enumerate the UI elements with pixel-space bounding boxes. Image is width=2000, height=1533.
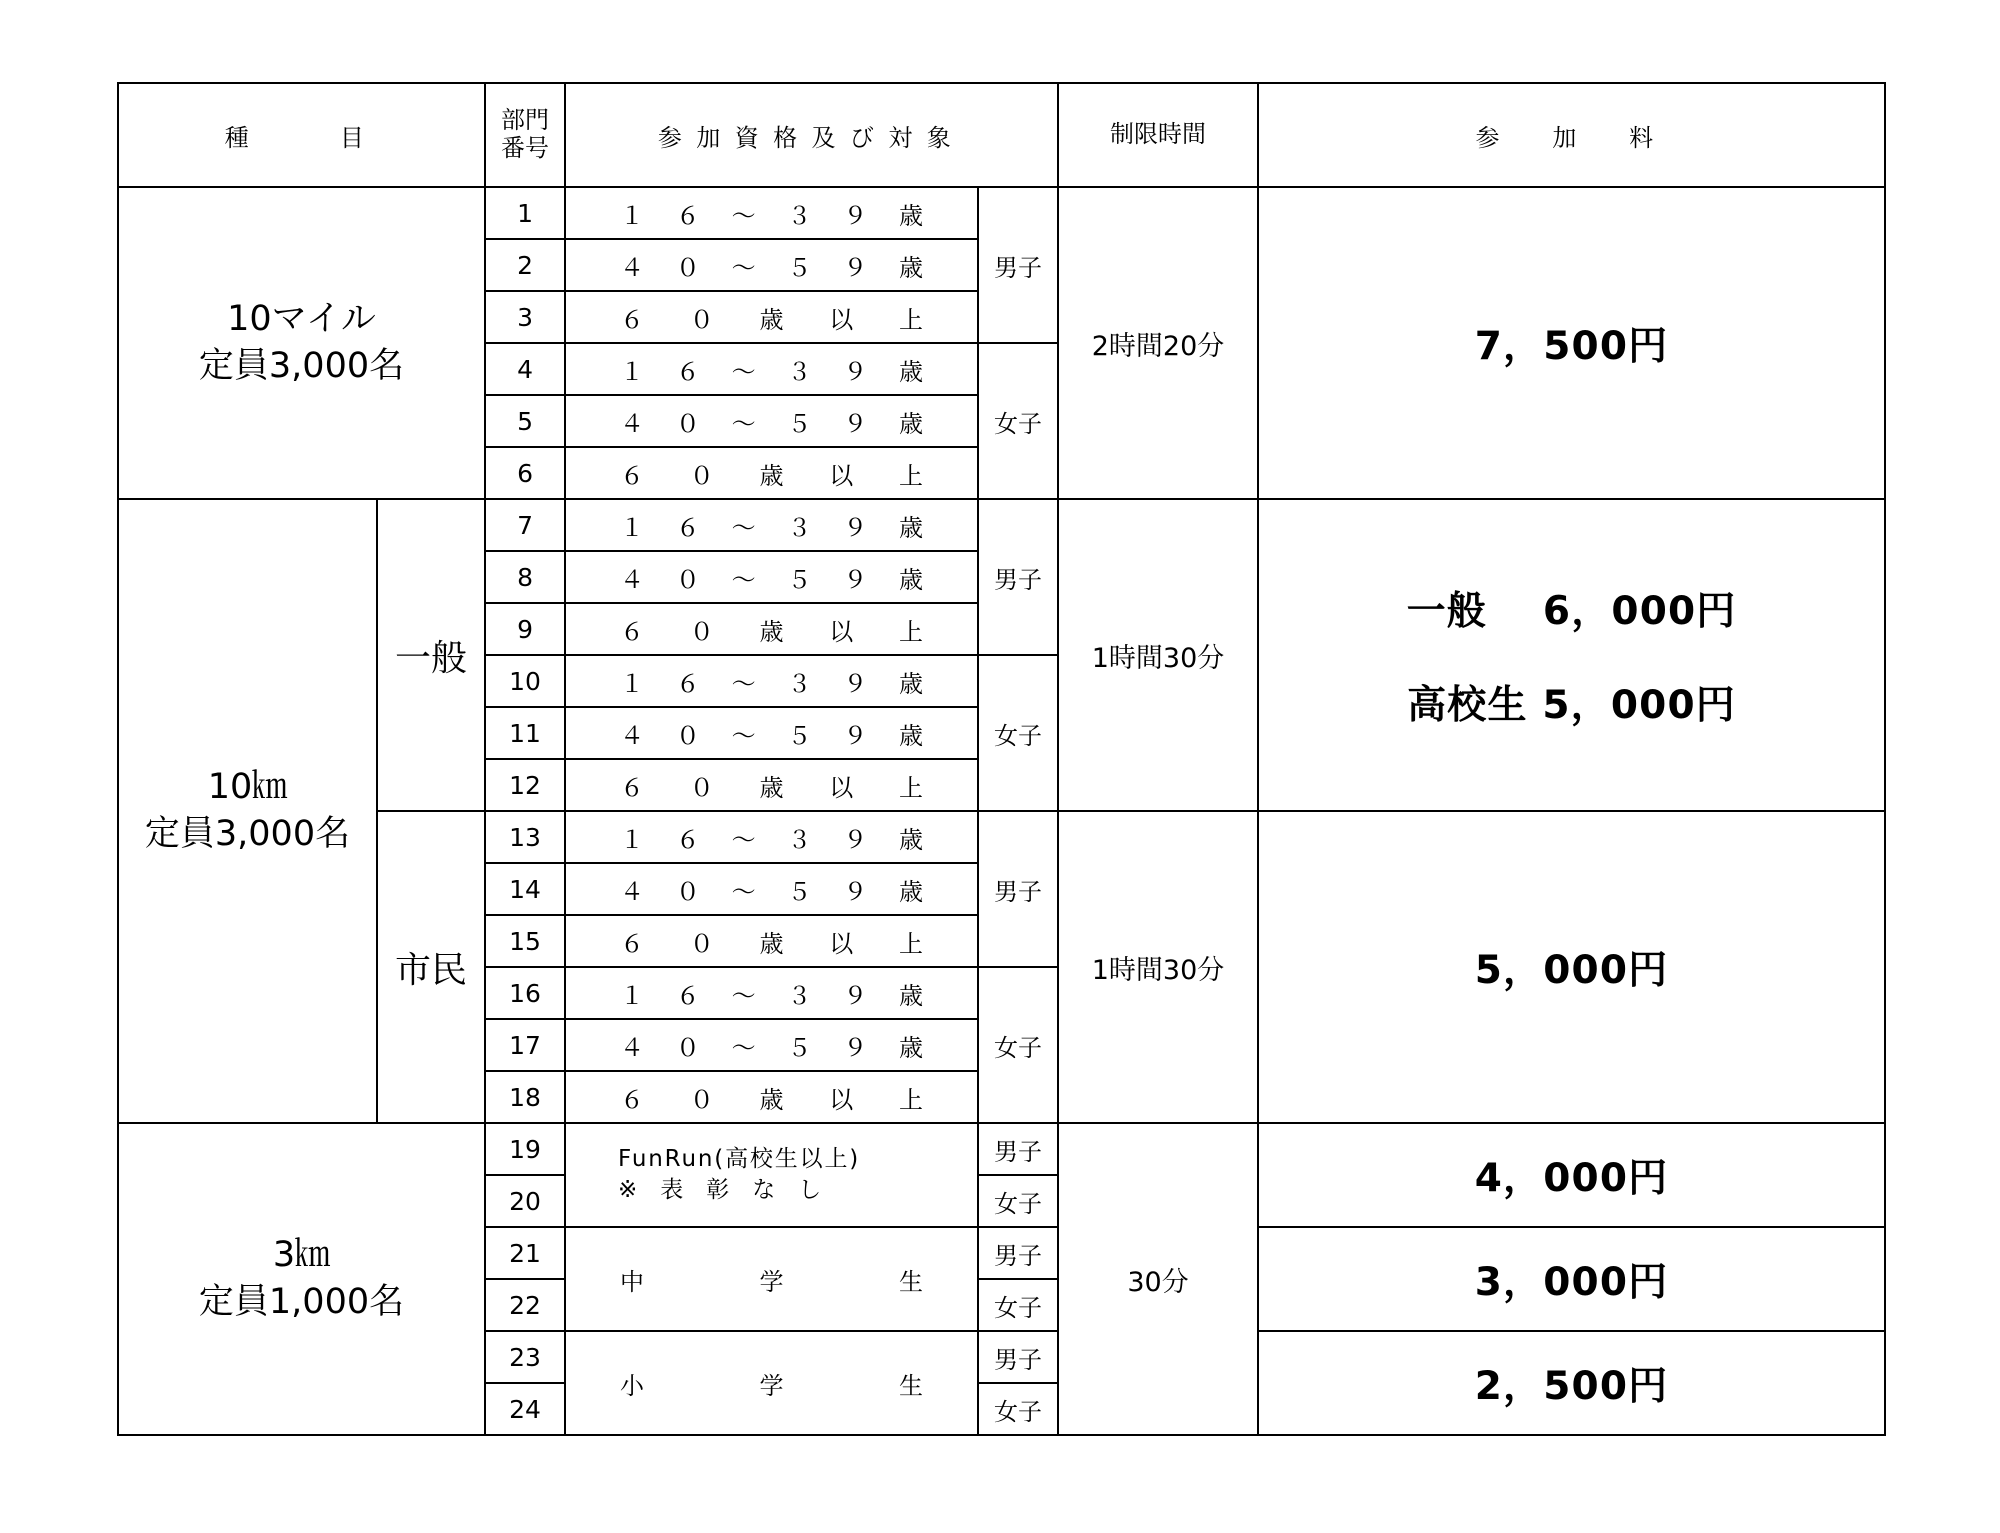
age-range-char: ５ [787,253,812,282]
age-range-char: ４ [620,721,645,750]
age-range-char: ５ [787,721,812,750]
age-range-char: ０ [675,409,700,438]
age-range-text [566,300,977,335]
age-range-char: ３ [787,201,812,230]
age-range-char: ６ [675,825,700,854]
age-range-char: ０ [675,721,700,750]
eligibility-char: 学 [759,1267,784,1296]
header-eligibility: 参加資格及び対象 [565,83,1058,187]
age-range-char: ６ [675,201,700,230]
age-range-char: ０ [689,773,714,802]
age-range-text [566,820,977,855]
age-range-char: ４ [620,409,645,438]
division-number: 10 [485,655,565,707]
age-range-text [566,456,977,491]
event-3km-capacity: 定員1,000名 [198,1282,405,1322]
division-number: 16 [485,967,565,1019]
header-fee: 参 加 料 [1258,83,1885,187]
time-limit-10km-citizen: 1時間30分 [1058,811,1258,1123]
event-10mile-capacity: 定員3,000名 [198,346,405,386]
age-range-40-59 [565,551,978,603]
age-range-char: ～ [731,357,756,386]
eligibility-char: 生 [899,1371,924,1400]
sex-female: 女子 [978,1279,1058,1331]
age-range-char: ～ [731,513,756,542]
fee-10km-general-line [1259,580,1884,636]
age-range-text [566,404,977,439]
age-range-char: ３ [787,825,812,854]
sex-female: 女子 [978,967,1058,1123]
time-limit-10mile: 2時間20分 [1058,187,1258,499]
division-number: 17 [485,1019,565,1071]
age-range-char: ５ [787,877,812,906]
age-range-char: ０ [689,305,714,334]
age-range-char: ０ [675,253,700,282]
fee-3km-funrun: 4，000円 [1258,1123,1885,1227]
division-number: 18 [485,1071,565,1123]
age-range-char: 歳 [899,253,923,282]
age-range-char: ～ [731,409,756,438]
age-range-char: 歳 [899,877,923,906]
sex-male: 男子 [978,1331,1058,1383]
age-range-60-plus [565,759,978,811]
division-number: 13 [485,811,565,863]
age-range-char: ０ [675,877,700,906]
age-range-text [566,664,977,699]
entry-table [117,82,1886,1436]
age-range-text [566,196,977,231]
age-range-40-59 [565,239,978,291]
age-range-char: ９ [843,721,868,750]
age-range-char: ９ [843,877,868,906]
age-range-char: ～ [731,825,756,854]
division-number: 5 [485,395,565,447]
division-number: 15 [485,915,565,967]
age-range-char: １ [620,669,645,698]
age-range-char: ６ [620,305,645,334]
fee-3km-junior-high: 3，000円 [1258,1227,1885,1331]
age-range-text [566,352,977,387]
age-range-char: ９ [843,357,868,386]
age-range-char: ３ [787,981,812,1010]
division-number: 14 [485,863,565,915]
division-number: 21 [485,1227,565,1279]
age-range-char: ５ [787,1033,812,1062]
age-range-char: ～ [731,565,756,594]
age-range-text [566,508,977,543]
age-range-char: ４ [620,877,645,906]
age-range-char: １ [620,981,645,1010]
age-range-char: 以 [829,773,854,802]
age-range-char: ９ [843,981,868,1010]
age-range-text [566,1028,977,1063]
age-range-text [566,1080,977,1115]
age-range-60-plus [565,603,978,655]
age-range-char: 歳 [759,773,784,802]
time-limit-3km: 30分 [1058,1123,1258,1435]
age-range-char: ９ [843,825,868,854]
age-range-char: 以 [829,929,854,958]
division-number: 2 [485,239,565,291]
sex-male: 男子 [978,1227,1058,1279]
age-range-char: 以 [829,1085,854,1114]
age-range-char: ９ [843,1033,868,1062]
division-number: 3 [485,291,565,343]
header-division [485,83,565,187]
age-range-char: 歳 [899,357,923,386]
division-number: 7 [485,499,565,551]
age-range-text [566,976,977,1011]
event-10km-name: 10㎞ [207,766,288,807]
age-range-16-39 [565,655,978,707]
sex-female: 女子 [978,655,1058,811]
age-range-char: １ [620,357,645,386]
age-range-text [566,716,977,751]
age-range-char: ６ [620,461,645,490]
header-event: 種 目 [118,83,485,187]
eligibility-char: 小 [620,1371,645,1400]
group-citizen: 市民 [377,811,485,1123]
event-10mile [118,187,485,499]
division-number: 6 [485,447,565,499]
age-range-char: ～ [731,721,756,750]
sex-female: 女子 [978,343,1058,499]
age-range-text [566,872,977,907]
age-range-char: ～ [731,253,756,282]
event-10km [118,499,377,1123]
age-range-char: ９ [843,201,868,230]
age-range-char: 歳 [899,513,923,542]
age-range-16-39 [565,343,978,395]
event-10mile-name: 10マイル [227,298,376,339]
sex-male: 男子 [978,499,1058,655]
age-range-char: ６ [620,617,645,646]
sex-male: 男子 [978,811,1058,967]
age-range-char: ６ [675,669,700,698]
fee-10km-general [1258,499,1885,811]
age-range-16-39 [565,499,978,551]
age-range-60-plus [565,915,978,967]
age-range-char: ０ [689,461,714,490]
age-range-char: ３ [787,669,812,698]
age-range-char: 歳 [759,305,784,334]
age-range-char: ９ [843,409,868,438]
age-range-char: ６ [620,929,645,958]
age-range-60-plus [565,447,978,499]
funrun-line2: ※ 表 彰 な し [618,1177,822,1203]
age-range-char: ～ [731,877,756,906]
age-range-char: 歳 [759,929,784,958]
fee-10km-citizen: 5，000円 [1258,811,1885,1123]
age-range-char: ６ [675,513,700,542]
division-number: 4 [485,343,565,395]
age-range-char: 以 [829,305,854,334]
age-range-char: ６ [675,981,700,1010]
fee-10km-general-value: 6，000円 [1542,589,1737,634]
age-range-char: 上 [899,305,924,334]
fee-10km-highschool: 高校生 5，000円 [1407,683,1736,728]
age-range-char: 上 [899,461,924,490]
division-number: 20 [485,1175,565,1227]
age-range-char: ４ [620,1033,645,1062]
age-range-char: 歳 [899,669,923,698]
age-range-char: ６ [620,1085,645,1114]
division-number: 1 [485,187,565,239]
fee-3km-elementary: 2，500円 [1258,1331,1885,1435]
sex-male: 男子 [978,1123,1058,1175]
sex-female: 女子 [978,1383,1058,1435]
age-range-char: ６ [620,773,645,802]
age-range-char: １ [620,513,645,542]
age-range-char: ９ [843,253,868,282]
sex-male: 男子 [978,187,1058,343]
age-range-char: 上 [899,617,924,646]
age-range-char: 歳 [899,721,923,750]
division-number: 9 [485,603,565,655]
eligibility-char: 中 [620,1267,645,1296]
age-range-char: 歳 [899,981,923,1010]
age-range-char: 歳 [759,617,784,646]
age-range-char: ３ [787,357,812,386]
age-range-char: ０ [689,1085,714,1114]
age-range-char: ０ [675,1033,700,1062]
event-3km [118,1123,485,1435]
fee-10km-general-label: 一般 [1406,589,1487,634]
age-range-text [566,612,977,647]
age-range-char: １ [620,825,645,854]
age-range-char: 歳 [759,461,784,490]
funrun-eligibility [565,1123,978,1227]
division-number: 12 [485,759,565,811]
age-range-char: ～ [731,201,756,230]
event-10km-capacity: 定員3,000名 [144,814,351,854]
age-range-char: ０ [689,929,714,958]
age-range-char: ３ [787,513,812,542]
age-range-16-39 [565,967,978,1019]
age-range-char: ４ [620,253,645,282]
eligibility-char: 生 [899,1267,924,1296]
division-number: 19 [485,1123,565,1175]
age-range-text [566,248,977,283]
age-range-char: １ [620,201,645,230]
age-range-16-39 [565,187,978,239]
age-range-char: 歳 [899,409,923,438]
age-range-char: ９ [843,513,868,542]
eligibility-text [566,1366,977,1401]
age-range-char: 上 [899,1085,924,1114]
age-range-16-39 [565,811,978,863]
age-range-text [566,768,977,803]
eligibility-text [566,1262,977,1297]
age-range-char: 歳 [899,825,923,854]
age-range-char: ０ [689,617,714,646]
age-range-char: 歳 [899,201,923,230]
header-division-line1: 部門 [501,106,550,135]
funrun-line1: FunRun(高校生以上) [618,1145,861,1172]
age-range-char: 歳 [759,1085,784,1114]
age-range-char: ～ [731,981,756,1010]
age-range-60-plus [565,1071,978,1123]
age-range-char: 以 [829,617,854,646]
sex-female: 女子 [978,1175,1058,1227]
age-range-text [566,560,977,595]
eligibility-elementary [565,1331,978,1435]
age-range-char: 歳 [899,1033,923,1062]
age-range-char: ５ [787,565,812,594]
age-range-text [566,924,977,959]
age-range-60-plus [565,291,978,343]
group-general: 一般 [377,499,485,811]
division-number: 24 [485,1383,565,1435]
division-number: 22 [485,1279,565,1331]
header-row [118,83,1885,187]
fee-10mile: 7，500円 [1258,187,1885,499]
age-range-char: ０ [675,565,700,594]
event-3km-name: 3㎞ [272,1234,331,1275]
age-range-char: ９ [843,565,868,594]
age-range-char: ６ [675,357,700,386]
header-time-limit: 制限時間 [1058,83,1258,187]
age-range-char: ９ [843,669,868,698]
age-range-char: ５ [787,409,812,438]
age-range-char: 上 [899,929,924,958]
time-limit-10km-general: 1時間30分 [1058,499,1258,811]
age-range-char: ～ [731,1033,756,1062]
age-range-40-59 [565,395,978,447]
eligibility-char: 学 [759,1371,784,1400]
age-range-char: 上 [899,773,924,802]
age-range-40-59 [565,707,978,759]
age-range-char: 歳 [899,565,923,594]
division-number: 8 [485,551,565,603]
age-range-char: ～ [731,669,756,698]
age-range-40-59 [565,863,978,915]
age-range-char: ４ [620,565,645,594]
division-number: 11 [485,707,565,759]
header-division-line2: 番号 [501,134,550,162]
age-range-40-59 [565,1019,978,1071]
eligibility-junior-high [565,1227,978,1331]
age-range-char: 以 [829,461,854,490]
division-number: 23 [485,1331,565,1383]
